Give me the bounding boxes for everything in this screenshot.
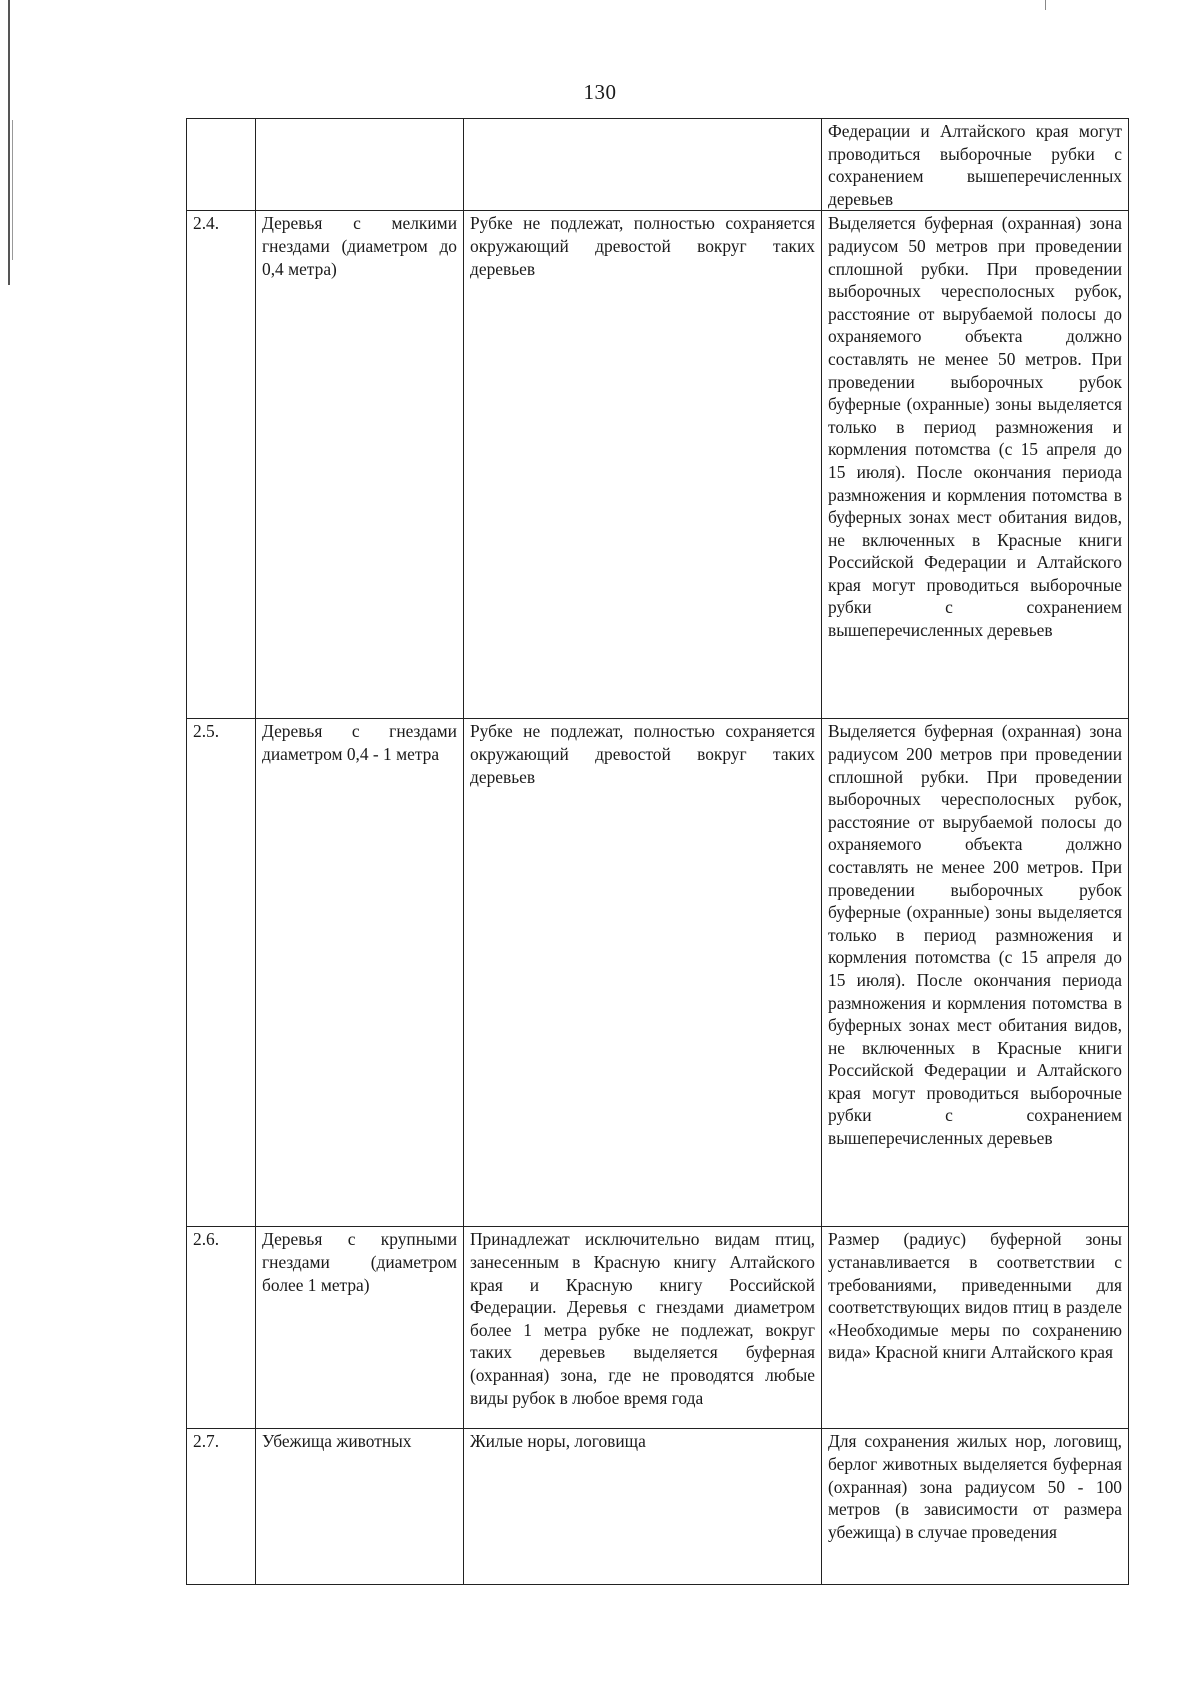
scan-edge-mark-secondary (12, 120, 13, 260)
row-number-cell: 2.7. (187, 1429, 256, 1585)
object-name-cell: Деревья с гнездами диаметром 0,4 - 1 метра (256, 719, 464, 1227)
table-row (187, 719, 1129, 1227)
note-cell: Выделяется буферная (охранная) зона радиусом 200 метров при проведении сплошной рубки. При проведении выборочных чересполосных рубок, расстояние от вырубаемой полосы до охраняемого объекта должно составлять не менее 200 метров. При проведении выборочных рубок буферные (охранные) зоны выделяется только в период размножения и кормления потомства (с 15 апреля до 15 июля). После окончания периода размножения и кормления потомства в буферных зонах мест обитания видов, не включенных в Красные книги Российской Федерации и Алтайского края могут проводиться выборочные рубки с сохранением вышеперечисленных деревьев (822, 719, 1129, 1227)
table-row (187, 1429, 1129, 1585)
requirement-cell: Рубке не подлежат, полностью сохраняется окружающий древостой вокруг таких деревьев (464, 719, 822, 1227)
note-cell: Для сохранения жилых нор, логовищ, берлог животных выделяется буферная (охранная) зона радиусом 50 - 100 метров (в зависимости от размера убежища) в случае проведения (822, 1429, 1129, 1585)
note-cell: Выделяется буферная (охранная) зона радиусом 50 метров при проведении сплошной рубки. При проведении выборочных чересполосных рубок, расстояние от вырубаемой полосы до охраняемого объекта должно составлять не менее 50 метров. При проведении выборочных рубок буферные (охранные) зоны выделяется только в период размножения и кормления потомства (с 15 апреля до 15 июля). После окончания периода размножения и кормления потомства в буферных зонах мест обитания видов, не включенных в Красные книги Российской Федерации и Алтайского края могут проводиться выборочные рубки с сохранением вышеперечисленных деревьев (822, 211, 1129, 719)
table-row-continuation (187, 119, 1129, 211)
page-number: 130 (583, 80, 617, 104)
table-row (187, 211, 1129, 719)
row-number-cell (187, 119, 256, 211)
table-row (187, 1227, 1129, 1429)
row-number-cell: 2.6. (187, 1227, 256, 1429)
scan-tick-mark (1045, 0, 1046, 10)
scan-edge-mark (8, 0, 10, 285)
object-name-cell (256, 119, 464, 211)
requirement-cell: Рубке не подлежат, полностью сохраняется окружающий древостой вокруг таких деревьев (464, 211, 822, 719)
requirement-cell (464, 119, 822, 211)
row-number-cell: 2.5. (187, 719, 256, 1227)
object-name-cell: Деревья с крупными гнездами (диаметром более 1 метра) (256, 1227, 464, 1429)
note-cell: Размер (радиус) буферной зоны устанавливается в соответствии с требованиями, приведенными для соответствующих видов птиц в разделе «Необходимые меры по сохранению вида» Красной книги Алтайского края (822, 1227, 1129, 1429)
object-name-cell: Деревья с мелкими гнездами (диаметром до 0,4 метра) (256, 211, 464, 719)
requirement-cell: Жилые норы, логовища (464, 1429, 822, 1585)
note-cell: Федерации и Алтайского края могут проводиться выборочные рубки с сохранением вышеперечисленных деревьев (822, 119, 1129, 211)
requirement-cell: Принадлежат исключительно видам птиц, занесенным в Красную книгу Алтайского края и Красную книгу Российской Федерации. Деревья с гнездами диаметром более 1 метра рубке не подлежат, вокруг таких деревьев выделяется буферная (охранная) зона, где не проводятся любые виды рубок в любое время года (464, 1227, 822, 1429)
measures-table (186, 118, 1129, 1585)
object-name-cell: Убежища животных (256, 1429, 464, 1585)
row-number-cell: 2.4. (187, 211, 256, 719)
